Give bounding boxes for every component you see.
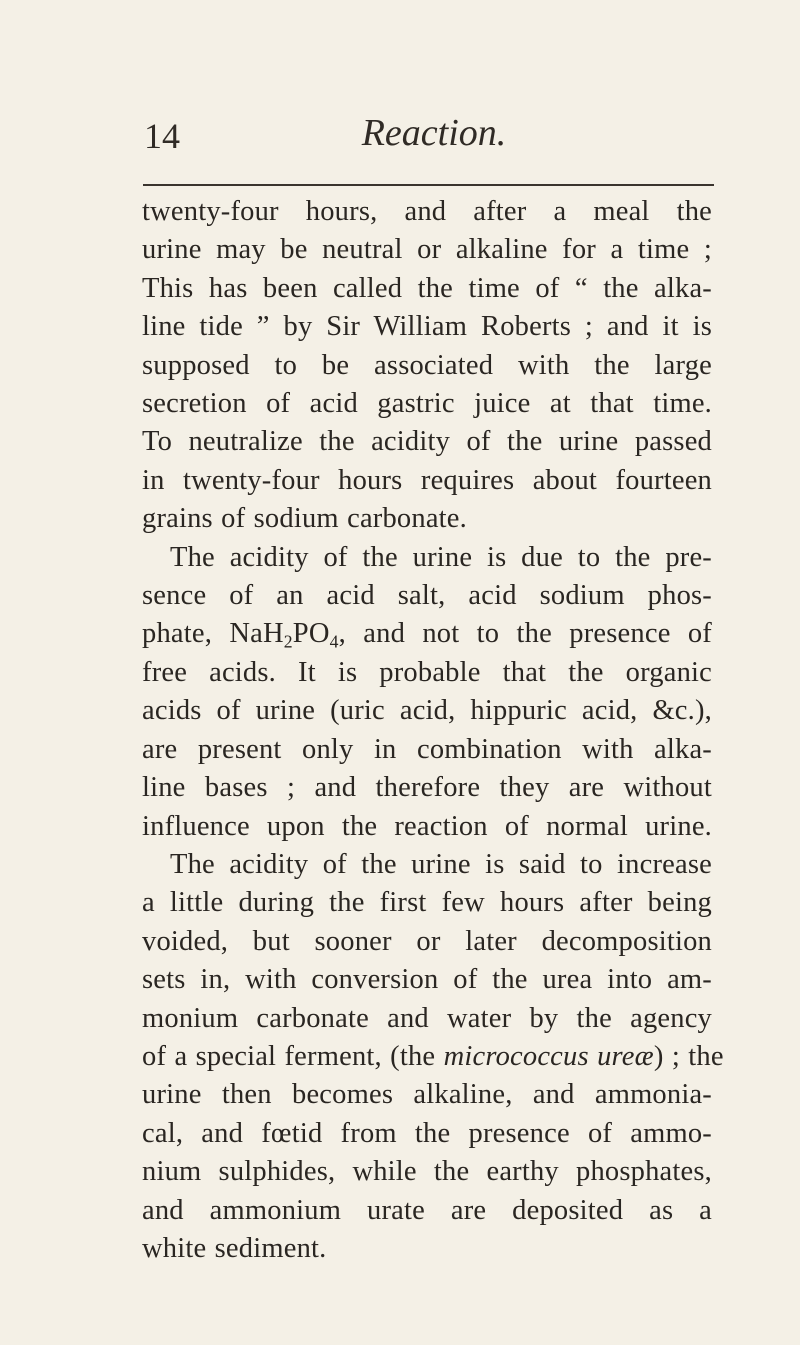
micrococcus-term: micrococcus ureæ bbox=[443, 1040, 654, 1072]
text-line: white sediment. bbox=[142, 1232, 327, 1264]
text-line: line tide ” by Sir William Roberts ; and it is bbox=[142, 311, 712, 343]
text-line: supposed to be associated with the large bbox=[142, 349, 712, 381]
text-line: monium carbonate and water by the agency bbox=[142, 1002, 712, 1034]
text-line: urine may be neutral or alkaline for a time ; bbox=[142, 234, 712, 266]
text-line: To neutralize the acidity of the urine passed bbox=[142, 426, 712, 458]
text-line: twenty-four hours, and after a meal the bbox=[142, 196, 712, 227]
text-line: acids of urine (uric acid, hippuric acid, &c.), bbox=[142, 695, 712, 727]
text-line: nium sulphides, while the earthy phosphates, bbox=[142, 1156, 712, 1188]
paragraph-2 bbox=[142, 539, 712, 846]
ferment-suffix: ) ; the bbox=[653, 1040, 724, 1072]
text-line: line bases ; and therefore they are without bbox=[142, 772, 712, 804]
text-line: cal, and fœtid from the presence of ammo- bbox=[142, 1117, 712, 1149]
text-line: are present only in combination with alka- bbox=[142, 733, 712, 765]
page-header bbox=[144, 96, 714, 158]
text-line: This has been called the time of “ the alka- bbox=[142, 272, 712, 304]
text-line: in twenty-four hours requires about fourteen bbox=[142, 464, 712, 496]
text-line: grains of sodium carbonate. bbox=[142, 503, 467, 535]
formula-line bbox=[142, 615, 712, 653]
paragraph-1 bbox=[142, 193, 712, 539]
text-line: voided, but sooner or later decomposition bbox=[142, 925, 712, 957]
ferment-prefix: of a special ferment, (the bbox=[142, 1040, 444, 1072]
text-line: secretion of acid gastric juice at that time. bbox=[142, 388, 712, 420]
text-line bbox=[142, 1038, 724, 1076]
text-line: urine then becomes alkaline, and ammonia- bbox=[142, 1079, 712, 1111]
body-text bbox=[142, 193, 724, 1268]
subscript-4: 4 bbox=[329, 632, 339, 653]
formula-suffix: , and not to the presence of bbox=[338, 618, 713, 650]
formula-prefix: phate, NaH bbox=[142, 618, 284, 650]
formula-mid: PO bbox=[292, 618, 330, 650]
text-line: influence upon the reaction of normal urine. bbox=[142, 810, 712, 842]
header-rule bbox=[143, 184, 714, 186]
paragraph-3 bbox=[142, 846, 724, 1268]
text-line: The acidity of the urine is due to the pre- bbox=[170, 541, 712, 573]
text-line: a little during the first few hours after being bbox=[142, 887, 712, 919]
running-title: Reaction. bbox=[361, 112, 507, 154]
page-number: 14 bbox=[144, 116, 180, 156]
subscript-2: 2 bbox=[283, 632, 293, 653]
text-line: The acidity of the urine is said to increase bbox=[170, 848, 712, 880]
text-line: free acids. It is probable that the organic bbox=[142, 656, 712, 688]
text-line: sets in, with conversion of the urea into am- bbox=[142, 964, 712, 996]
text-line: and ammonium urate are deposited as a bbox=[142, 1194, 712, 1226]
text-line: sence of an acid salt, acid sodium phos- bbox=[142, 580, 712, 612]
